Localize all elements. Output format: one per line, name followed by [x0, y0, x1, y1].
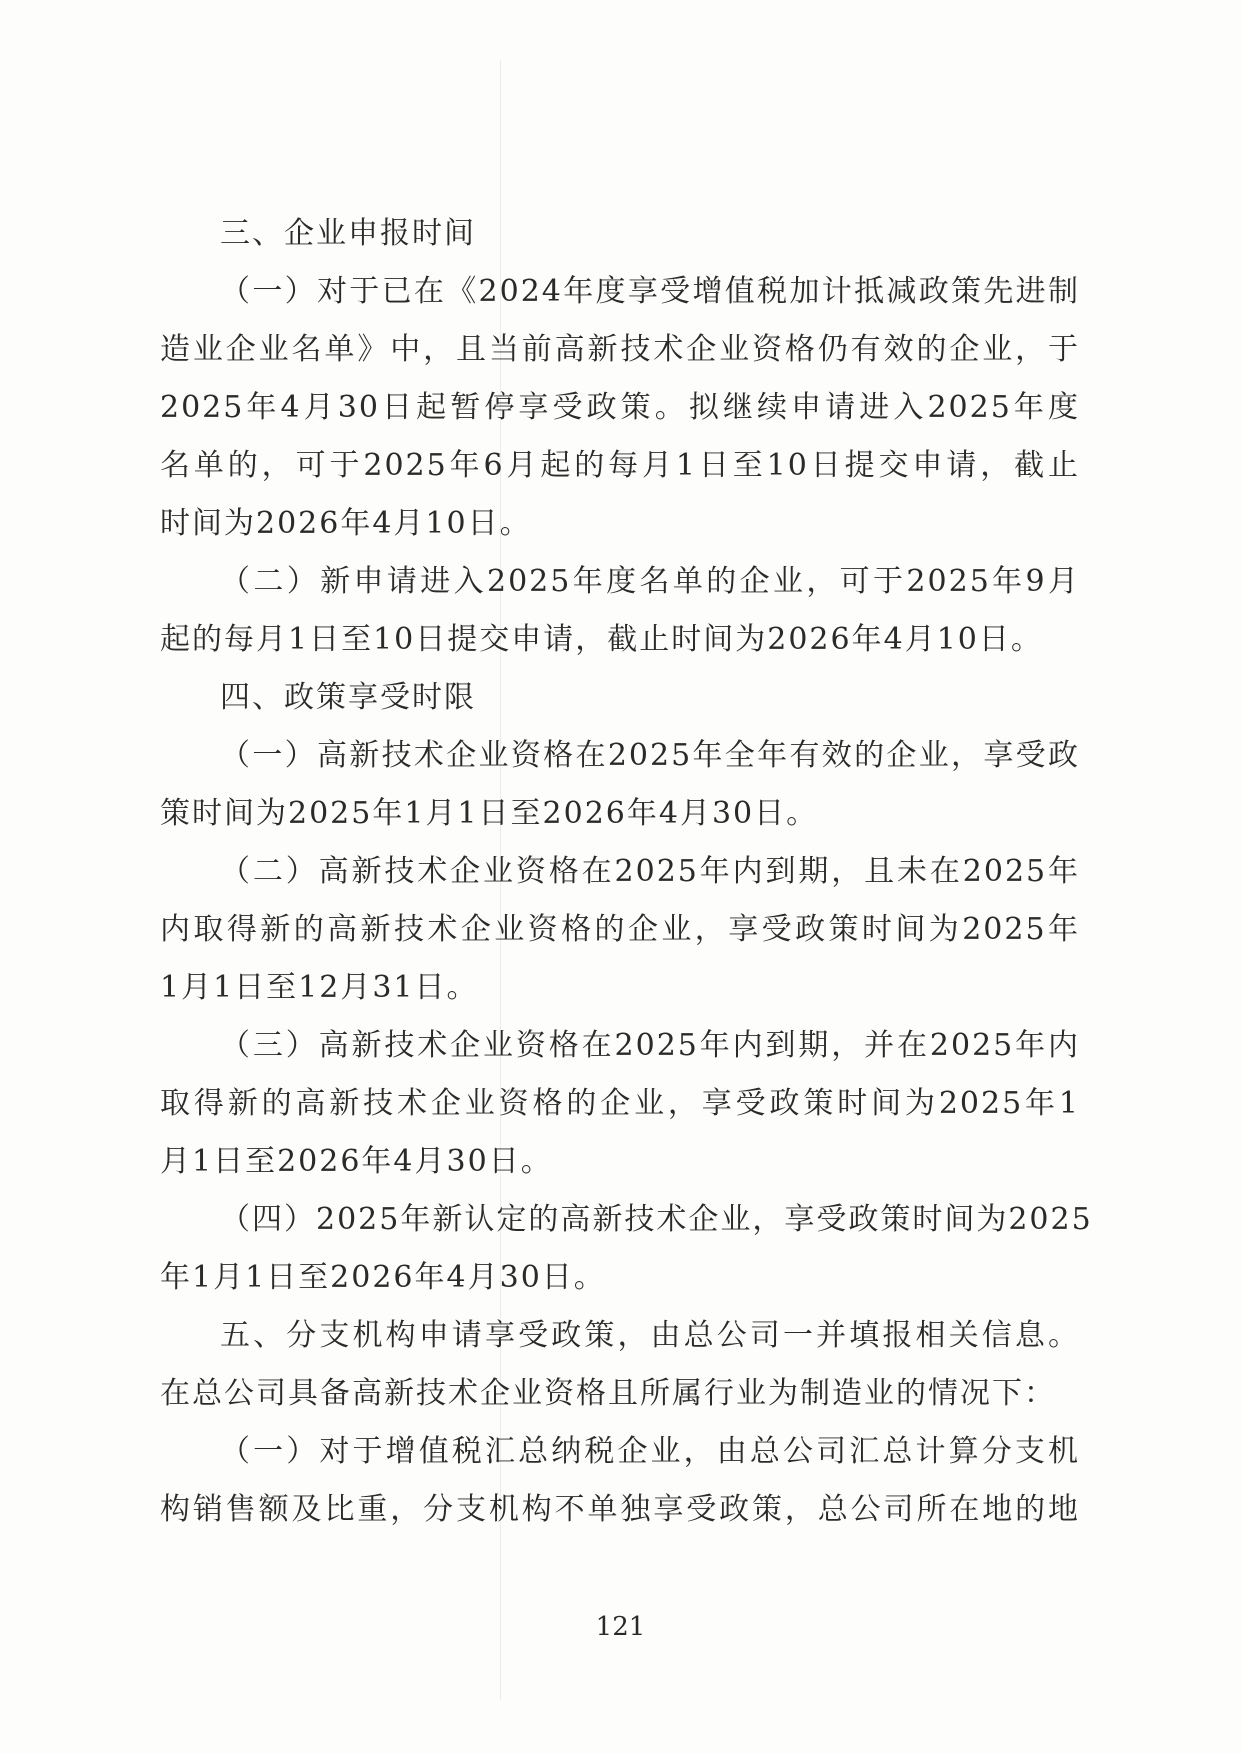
text-line: 策时间为2025年1月1日至2026年4月30日。: [160, 796, 819, 831]
text-line: 起的每月1日至10日提交申请，截止时间为2026年4月10日。: [160, 622, 1043, 657]
text-line: 造业企业名单》中，且当前高新技术企业资格仍有效的企业，于: [160, 332, 1080, 367]
text-line: （一）对于已在《2024年度享受增值税加计抵减政策先进制: [220, 274, 1080, 309]
text-line: 五、分支机构申请享受政策，由总公司一并填报相关信息。: [220, 1318, 1080, 1353]
text-line: 名单的，可于2025年6月起的每月1日至10日提交申请，截止: [160, 448, 1080, 483]
text-line: 1月1日至12月31日。: [160, 970, 479, 1005]
text-line: 在总公司具备高新技术企业资格且所属行业为制造业的情况下：: [160, 1376, 1056, 1411]
text-line: 2025年4月30日起暂停享受政策。拟继续申请进入2025年度: [160, 390, 1080, 425]
text-line: 年1月1日至2026年4月30日。: [160, 1260, 606, 1295]
text-line: （一）对于增值税汇总纳税企业，由总公司汇总计算分支机: [220, 1434, 1080, 1469]
page-number: 121: [595, 1612, 646, 1642]
text-line: 内取得新的高新技术企业资格的企业，享受政策时间为2025年: [160, 912, 1080, 947]
text-line: 三、企业申报时间: [220, 216, 476, 251]
text-line: （三）高新技术企业资格在2025年内到期，并在2025年内: [220, 1028, 1080, 1063]
text-line: （四）2025年新认定的高新技术企业，享受政策时间为2025: [220, 1202, 1093, 1237]
text-line: 四、政策享受时限: [220, 680, 476, 715]
document-body: [160, 205, 1093, 1539]
text-line: 构销售额及比重，分支机构不单独享受政策，总公司所在地的地: [160, 1492, 1080, 1527]
text-line: 月1日至2026年4月30日。: [160, 1144, 553, 1179]
text-line: （一）高新技术企业资格在2025年全年有效的企业，享受政: [220, 738, 1080, 773]
text-line: （二）高新技术企业资格在2025年内到期，且未在2025年: [220, 854, 1080, 889]
text-line: （二）新申请进入2025年度名单的企业，可于2025年9月: [220, 564, 1080, 599]
text-line: 取得新的高新技术企业资格的企业，享受政策时间为2025年1: [160, 1086, 1080, 1121]
text-line: 时间为2026年4月10日。: [160, 506, 532, 541]
